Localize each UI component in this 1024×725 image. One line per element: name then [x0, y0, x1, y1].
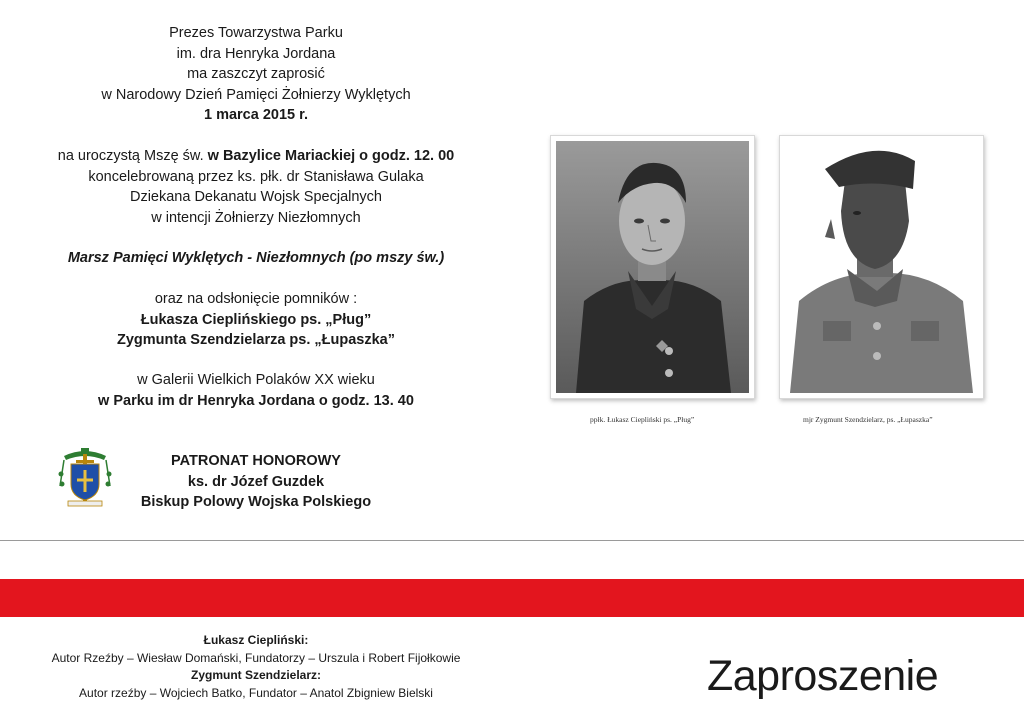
- patron-role: Biskup Polowy Wojska Polskiego: [140, 494, 372, 510]
- bishop-coat-of-arms-icon: [56, 446, 114, 512]
- mass-line-3: Dziekana Dekanatu Wojsk Specjalnych: [129, 189, 382, 205]
- authors-heading-1: Łukasz Ciepliński:: [203, 633, 309, 647]
- red-band: [0, 579, 1024, 617]
- monument-authors: [18, 632, 494, 702]
- patronage-title: PATRONAT HONOROWY: [171, 453, 341, 469]
- mass-location: w Bazylice Mariackiej o godz. 12. 00: [207, 148, 455, 164]
- authors-line-2: Autor rzeźby – Wojciech Batko, Fundator – Anatol Zbigniew Bielski: [79, 685, 433, 700]
- mass-line-2: koncelebrowaną przez ks. płk. dr Stanisława Gulaka: [88, 168, 424, 185]
- unveil-info: [30, 289, 482, 351]
- portrait-2-caption: mjr Zygmunt Szendzielarz, ps. „Łupaszka”: [803, 415, 933, 424]
- authors-heading-2: Zygmunt Szendzielarz:: [190, 668, 321, 682]
- invitation-title: Zaproszenie: [707, 652, 939, 700]
- gallery-line-2: w Parku im dr Henryka Jordana o godz. 13. 40: [98, 392, 414, 409]
- fold-divider: [0, 540, 1024, 541]
- honorary-patronage: [120, 451, 392, 513]
- mass-line-1-prefix: na uroczystą Mszę św.: [57, 148, 208, 164]
- unveil-line-1: oraz na odsłonięcie pomników :: [154, 291, 358, 307]
- portrait-1-image: [556, 141, 749, 393]
- portrait-2-image: [785, 141, 978, 393]
- portrait-szendzielarz: [779, 135, 984, 399]
- event-date: 1 marca 2015 r.: [203, 107, 308, 123]
- invitation-intro: [30, 23, 482, 126]
- unveil-line-2: Łukasza Cieplińskiego ps. „Pług”: [140, 311, 372, 328]
- intro-line-4: w Narodowy Dzień Pamięci Żołnierzy Wyklętych: [101, 86, 411, 103]
- gallery-line-1: w Galerii Wielkich Polaków XX wieku: [137, 372, 375, 388]
- march-info: [30, 248, 482, 269]
- march-line: Marsz Pamięci Wyklętych - Niezłomnych (po mszy św.): [67, 250, 445, 266]
- unveil-line-3: Zygmunta Szendzielarza ps. „Łupaszka”: [117, 332, 395, 348]
- mass-line-4: w intencji Żołnierzy Niezłomnych: [151, 209, 361, 226]
- intro-line-2: im. dra Henryka Jordana: [176, 45, 336, 62]
- gallery-info: [30, 370, 482, 411]
- intro-line-1: Prezes Towarzystwa Parku: [169, 25, 343, 41]
- patron-name: ks. dr Józef Guzdek: [187, 473, 325, 490]
- mass-line-1: [30, 146, 482, 167]
- intro-line-3: ma zaszczyt zaprosić: [187, 66, 325, 82]
- authors-line-1: Autor Rzeźby – Wiesław Domański, Fundatorzy – Urszula i Robert Fijołkowie: [51, 650, 461, 665]
- portrait-ciepliński: [550, 135, 755, 399]
- mass-info: [30, 146, 482, 228]
- portrait-1-caption: ppłk. Łukasz Ciepliński ps. „Pług”: [590, 415, 695, 424]
